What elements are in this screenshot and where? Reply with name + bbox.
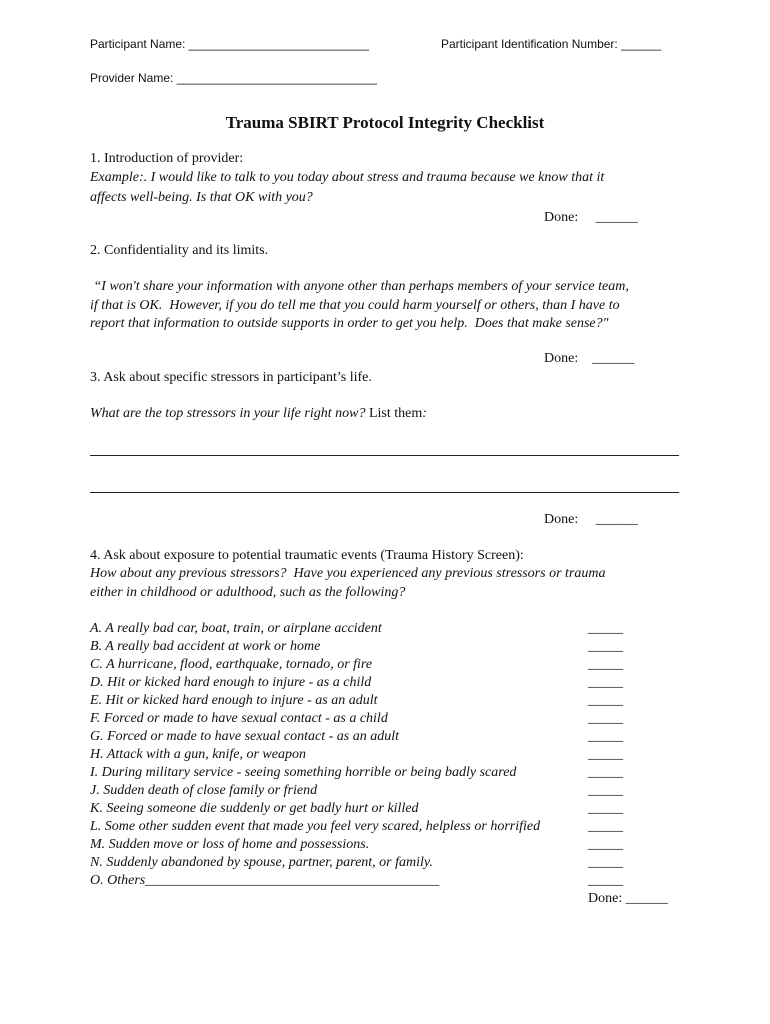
- section2-done-field[interactable]: Done: ______: [544, 351, 635, 366]
- trauma-event-item: M. Sudden move or loss of home and possessions.: [90, 837, 370, 852]
- section4-intro-line2: either in childhood or adulthood, such as the following?: [90, 585, 406, 600]
- event-check-blank[interactable]: _____: [588, 801, 623, 816]
- trauma-event-item: K. Seeing someone die suddenly or get badly hurt or killed: [90, 801, 419, 816]
- trauma-event-item-others[interactable]: O. Others__________________________________________: [90, 873, 440, 888]
- section3-list-them: List them: [365, 406, 423, 421]
- event-check-blank[interactable]: _____: [588, 837, 623, 852]
- section1-example-line1: Example:. I would like to talk to you today about stress and trauma because we know that it: [90, 170, 605, 185]
- trauma-event-item: J. Sudden death of close family or friend: [90, 783, 318, 798]
- section1-done-field[interactable]: Done: ______: [544, 210, 638, 225]
- section1-example-line2: affects well-being. Is that OK with you?: [90, 190, 313, 205]
- page-title: Trauma SBIRT Protocol Integrity Checklist: [225, 113, 545, 132]
- trauma-event-item: E. Hit or kicked hard enough to injure - as an adult: [90, 693, 378, 708]
- event-check-blank[interactable]: _____: [588, 675, 623, 690]
- participant-name-field[interactable]: Participant Name: ___________________________: [90, 37, 369, 51]
- event-check-blank[interactable]: _____: [588, 783, 623, 798]
- participant-id-field[interactable]: Participant Identification Number: ______: [441, 37, 662, 51]
- event-check-blank[interactable]: _____: [588, 711, 623, 726]
- section2-quote-line3: report that information to outside supports in order to get you help. Does that make sense?": [90, 316, 609, 331]
- section2-quote-line1: “I won't share your information with anyone other than perhaps members of your service team,: [90, 279, 629, 294]
- event-check-blank[interactable]: _____: [588, 855, 623, 870]
- event-check-blank[interactable]: _____: [588, 729, 623, 744]
- trauma-event-item: D. Hit or kicked hard enough to injure - as a child: [90, 675, 372, 690]
- event-check-blank[interactable]: _____: [588, 639, 623, 654]
- event-check-blank[interactable]: _____: [588, 819, 623, 834]
- event-check-blank[interactable]: _____: [588, 873, 623, 888]
- section1-heading: 1. Introduction of provider:: [90, 151, 244, 166]
- section4-done-field[interactable]: Done: ______: [588, 891, 668, 906]
- section2-heading: 2. Confidentiality and its limits.: [90, 243, 269, 258]
- stressor-answer-line-1[interactable]: [90, 455, 679, 456]
- section4-intro-line1: How about any previous stressors? Have you experienced any previous stressors or trauma: [90, 566, 606, 581]
- section3-question-line: [90, 406, 427, 422]
- trauma-event-item: I. During military service - seeing something horrible or being badly scared: [90, 765, 517, 780]
- trauma-event-item: N. Suddenly abandoned by spouse, partner, parent, or family.: [90, 855, 433, 870]
- event-check-blank[interactable]: _____: [588, 765, 623, 780]
- section3-heading: 3. Ask about specific stressors in participant’s life.: [90, 370, 372, 385]
- stressor-answer-line-2[interactable]: [90, 492, 679, 493]
- section3-colon: :: [422, 406, 427, 421]
- section4-heading: 4. Ask about exposure to potential traumatic events (Trauma History Screen):: [90, 548, 524, 563]
- trauma-event-item: F. Forced or made to have sexual contact - as a child: [90, 711, 388, 726]
- event-check-blank[interactable]: _____: [588, 693, 623, 708]
- event-check-blank[interactable]: _____: [588, 621, 623, 636]
- trauma-event-item: C. A hurricane, flood, earthquake, tornado, or fire: [90, 657, 373, 672]
- section2-quote-line2: if that is OK. However, if you do tell me that you could harm yourself or others, than I have to: [90, 298, 620, 313]
- section3-question: What are the top stressors in your life right now?: [90, 406, 366, 421]
- section3-done-field[interactable]: Done: ______: [544, 512, 638, 527]
- trauma-event-list: [90, 620, 560, 890]
- event-check-blank[interactable]: _____: [588, 747, 623, 762]
- trauma-event-item: B. A really bad accident at work or home: [90, 639, 321, 654]
- trauma-event-item: L. Some other sudden event that made you feel very scared, helpless or horrified: [90, 819, 541, 834]
- trauma-event-item: A. A really bad car, boat, train, or airplane accident: [90, 621, 382, 636]
- provider-name-field[interactable]: Provider Name: ______________________________: [90, 71, 377, 85]
- trauma-event-item: G. Forced or made to have sexual contact - as an adult: [90, 729, 399, 744]
- trauma-event-item: H. Attack with a gun, knife, or weapon: [90, 747, 306, 762]
- trauma-event-checkboxes: [588, 620, 668, 908]
- event-check-blank[interactable]: _____: [588, 657, 623, 672]
